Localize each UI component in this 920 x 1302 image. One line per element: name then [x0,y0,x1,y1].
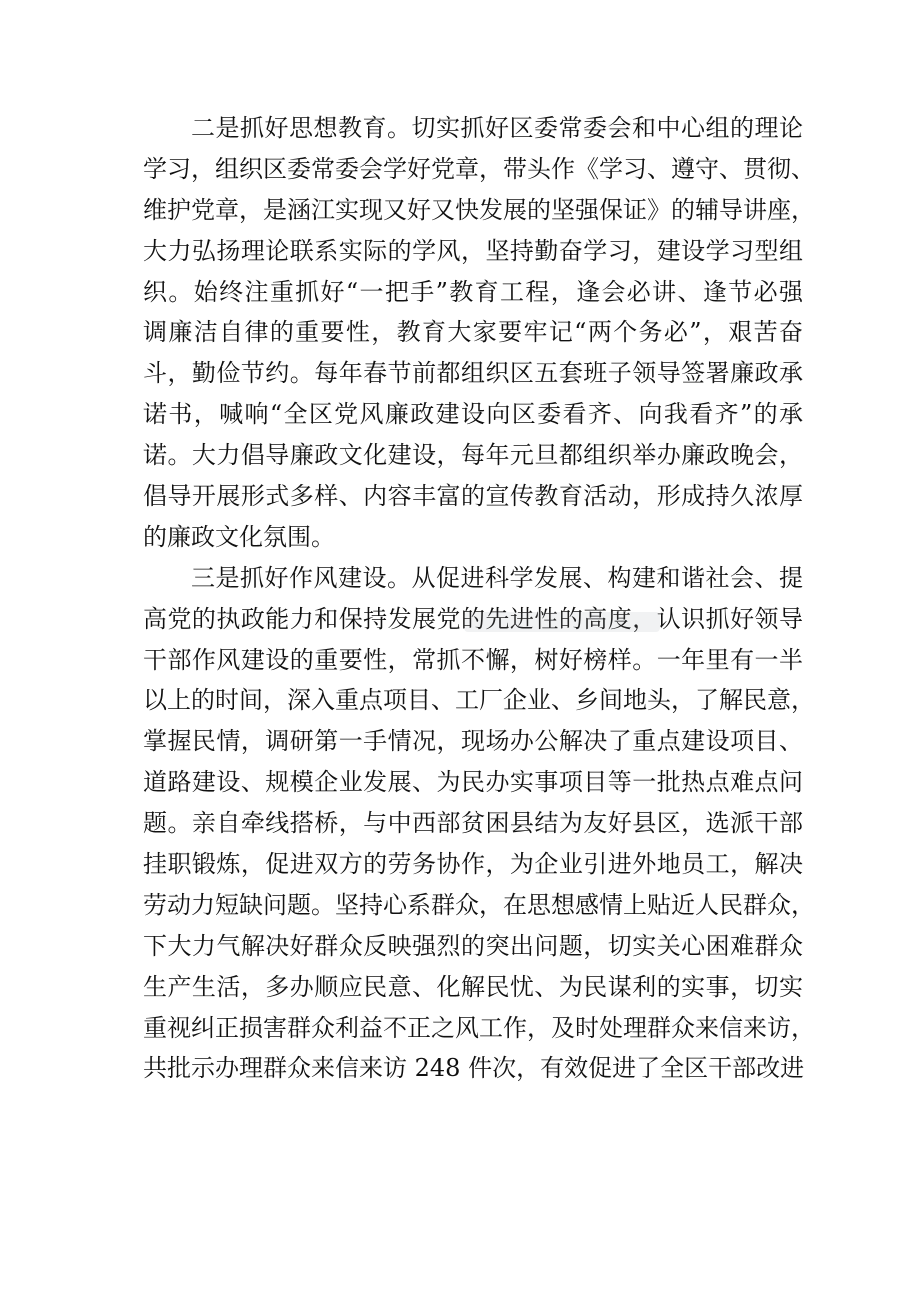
text-line: 下大力气解决好群众反映强烈的突出问题，切实关心困难群众 [143,931,803,960]
text-line: 掌握民情，调研第一手情况，现场办公解决了重点建设项目、 [143,727,803,756]
text-line: 劳动力短缺问题。坚持心系群众，在思想感情上贴近人民群众， [143,890,815,919]
text-line: 以上的时间，深入重点项目、工厂企业、乡间地头，了解民意， [143,686,815,715]
text-line: 调廉洁自律的重要性，教育大家要牢记“两个务必”，艰苦奋 [143,318,803,347]
text-line: 织。始终注重抓好“一把手”教育工程，逢会必讲、逢节必强 [143,277,803,306]
text-line: 干部作风建设的重要性，常抓不懈，树好榜样。一年里有一半 [143,645,803,674]
document-body [143,108,815,1089]
text-line: 学习，组织区委常委会学好党章，带头作《学习、遵守、贯彻、 [143,154,815,183]
text-line: 诺书，喊响“全区党风廉政建设向区委看齐、向我看齐”的承 [143,400,803,429]
text-line: 大力弘扬理论联系实际的学风，坚持勤奋学习，建设学习型组 [143,236,803,265]
paragraph-work-style [143,558,815,1090]
text-line: 倡导开展形式多样、内容丰富的宣传教育活动，形成持久浓厚 [143,482,803,511]
text-line: 题。亲自牵线搭桥，与中西部贫困县结为友好县区，选派干部 [143,809,803,838]
text-line: 三是抓好作风建设。从促进科学发展、构建和谐社会、提 [191,563,803,592]
text-line: 诺。大力倡导廉政文化建设，每年元旦都组织举办廉政晚会， [143,441,803,470]
text-line: 高党的执政能力和保持发展党的先进性的高度，认识抓好领导 [143,604,803,633]
text-line: 维护党章，是涵江实现又好又快发展的坚强保证》的辅导讲座， [143,195,815,224]
text-line: 道路建设、规模企业发展、为民办实事项目等一批热点难点问 [143,768,803,797]
text-line: 二是抓好思想教育。切实抓好区委常委会和中心组的理论 [191,114,803,142]
text-line: 重视纠正损害群众利益不正之风工作，及时处理群众来信来访， [143,1013,815,1042]
paragraph-ideological-education [143,108,815,558]
text-line: 的廉政文化氛围。 [143,522,335,551]
text-line: 共批示办理群众来信来访 248 件次，有效促进了全区干部改进 [143,1054,805,1083]
text-line: 生产生活，多办顺应民意、化解民忧、为民谋利的实事，切实 [143,972,803,1001]
text-line: 挂职锻炼，促进双方的劳务协作，为企业引进外地员工，解决 [143,850,803,879]
text-line: 斗，勤俭节约。每年春节前都组织区五套班子领导签署廉政承 [143,359,803,388]
